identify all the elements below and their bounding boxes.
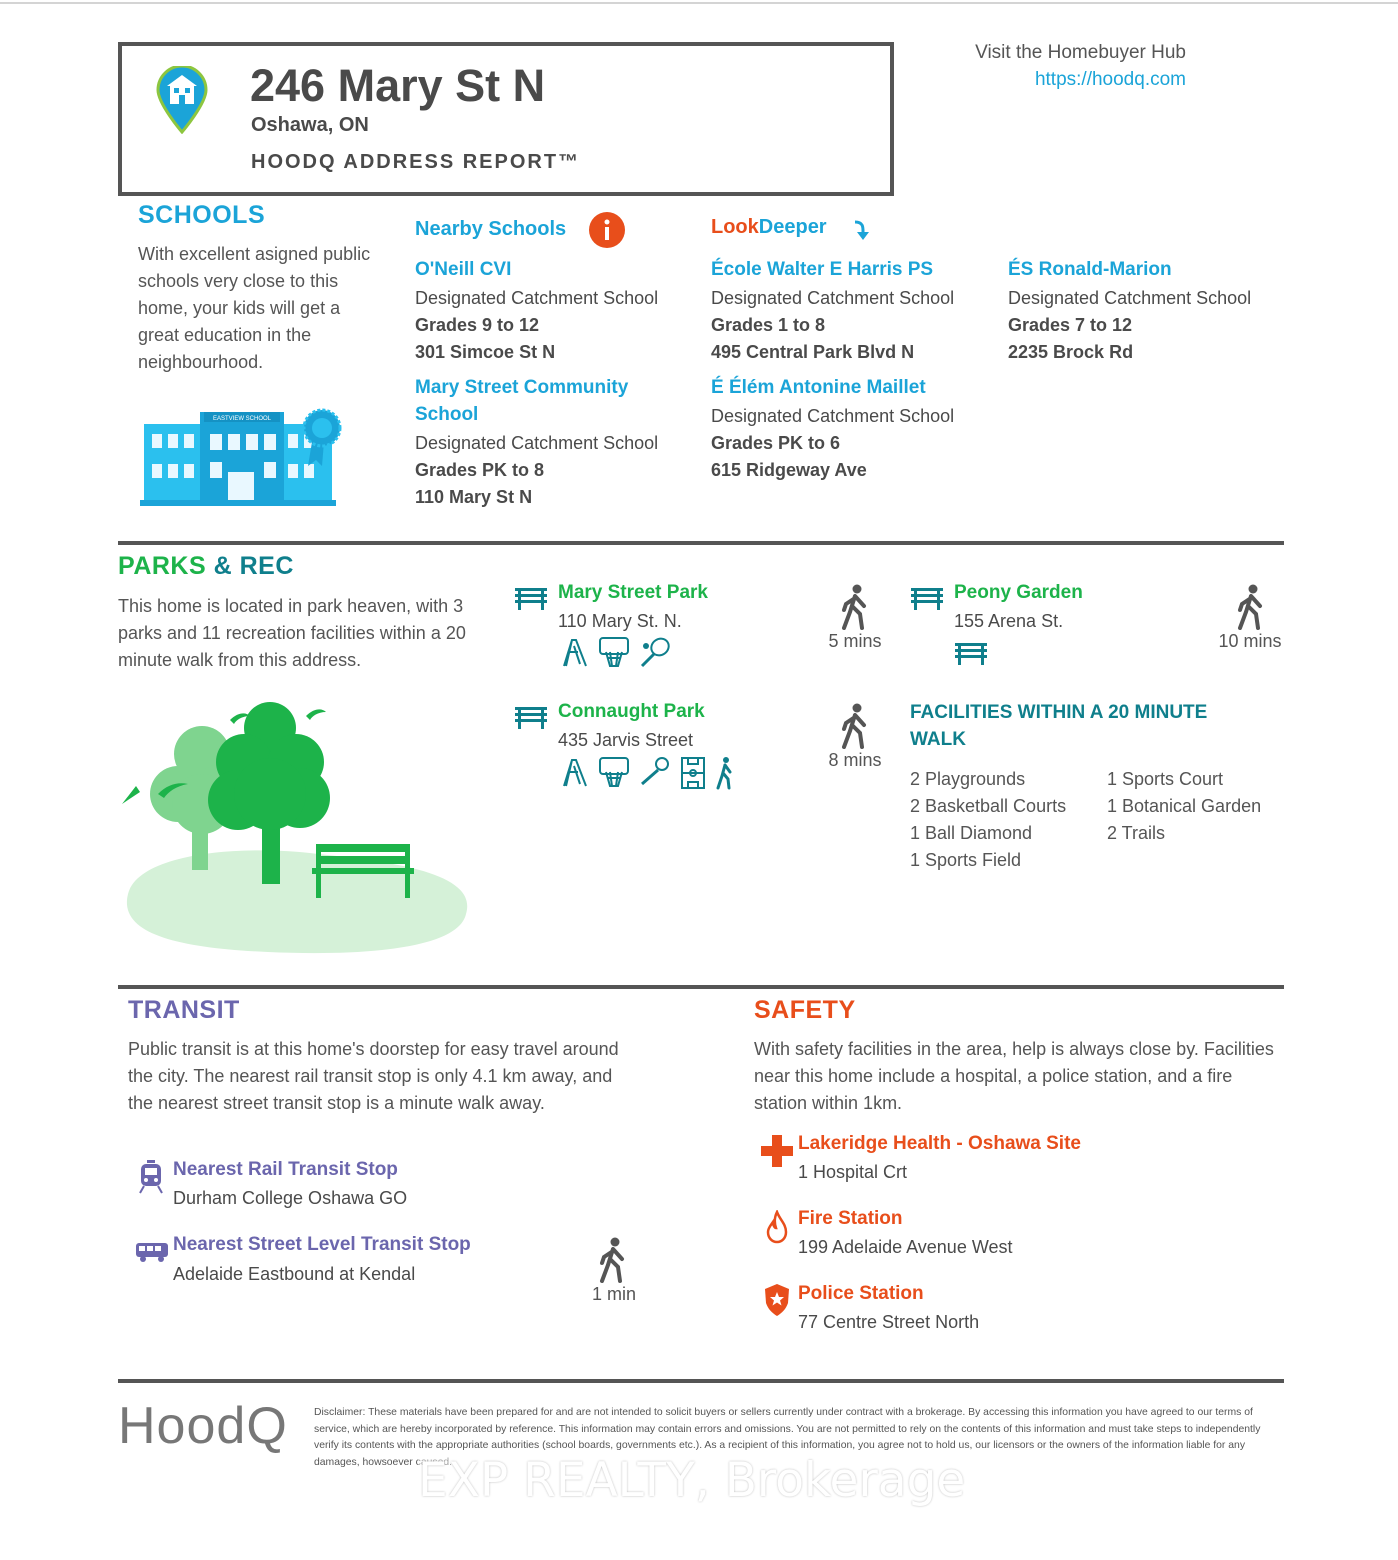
facility-item: 1 Sports Field bbox=[910, 850, 1022, 870]
sports-field-icon bbox=[680, 756, 706, 790]
school-grades: Grades 1 to 8 bbox=[711, 315, 826, 335]
safety-name[interactable]: Fire Station bbox=[798, 1208, 903, 1229]
school-card bbox=[711, 374, 991, 484]
arrow-down-icon bbox=[852, 220, 870, 242]
school-name[interactable]: École Walter E Harris PS bbox=[711, 259, 934, 280]
section-divider bbox=[118, 541, 1284, 545]
school-name[interactable]: É Élém Antonine Maillet bbox=[711, 377, 926, 398]
park-facility-icons bbox=[560, 636, 672, 668]
info-icon[interactable] bbox=[588, 211, 626, 249]
walk-time: 1 min bbox=[591, 1284, 636, 1304]
transit-title: TRANSIT bbox=[128, 996, 240, 1024]
school-name[interactable]: O'Neill CVI bbox=[415, 259, 512, 280]
school-grades: Grades 7 to 12 bbox=[1008, 315, 1133, 335]
nearby-schools-label: Nearby Schools bbox=[415, 218, 567, 240]
safety-name[interactable]: Police Station bbox=[798, 1283, 924, 1304]
facilities-right-list bbox=[1107, 766, 1261, 847]
school-card bbox=[1008, 256, 1288, 366]
safety-address: 77 Centre Street North bbox=[798, 1312, 980, 1332]
school-name[interactable]: ÉS Ronald-Marion bbox=[1008, 259, 1172, 280]
facility-item: 2 Playgrounds bbox=[910, 769, 1026, 789]
safety-address: 1 Hospital Crt bbox=[798, 1162, 908, 1182]
fire-flame-icon bbox=[766, 1210, 788, 1244]
walking-person-icon bbox=[840, 584, 870, 630]
school-sign-text: EASTVIEW SCHOOL bbox=[212, 416, 272, 422]
school-address: 615 Ridgeway Ave bbox=[711, 460, 867, 480]
facility-item: 1 Ball Diamond bbox=[910, 823, 1033, 843]
walk-time: 10 mins bbox=[1218, 631, 1282, 651]
school-card bbox=[711, 256, 991, 366]
school-address: 301 Simcoe St N bbox=[415, 342, 556, 362]
school-name[interactable]: Mary Street Community School bbox=[415, 377, 629, 425]
park-facility-icons bbox=[560, 756, 734, 790]
transit-blurb: Public transit is at this home's doorstep for easy travel around the city. The nearest rail transit stop is only 4.1 km away, and the nearest street transit stop is a minute walk away. bbox=[128, 1039, 619, 1113]
school-card bbox=[415, 374, 685, 511]
facilities-left-list bbox=[910, 766, 1066, 874]
top-rule bbox=[0, 2, 1398, 4]
park-bench-icon bbox=[955, 641, 987, 665]
look-deeper-a: Look bbox=[711, 216, 759, 238]
park-bench-icon bbox=[515, 586, 547, 610]
parks-title-a: PARKS bbox=[118, 552, 207, 580]
school-grades: Grades PK to 6 bbox=[711, 433, 841, 453]
school-card bbox=[415, 256, 695, 366]
park-address: 110 Mary St. N. bbox=[558, 611, 682, 631]
schools-title: SCHOOLS bbox=[138, 201, 266, 229]
facility-item: 1 Sports Court bbox=[1107, 769, 1224, 789]
look-deeper-link[interactable] bbox=[711, 216, 827, 239]
street-transit-stop[interactable]: Adelaide Eastbound at Kendal bbox=[173, 1264, 416, 1284]
school-type: Designated Catchment School bbox=[711, 288, 955, 308]
house-pin-icon bbox=[156, 66, 208, 134]
school-address: 495 Central Park Blvd N bbox=[711, 342, 915, 362]
school-type: Designated Catchment School bbox=[415, 433, 659, 453]
tennis-racket-icon bbox=[638, 636, 672, 668]
facility-item: 2 Trails bbox=[1107, 823, 1166, 843]
rail-transit-stop[interactable]: Durham College Oshawa GO bbox=[173, 1188, 408, 1208]
walk-time: 5 mins bbox=[828, 631, 882, 651]
disclaimer-text: Disclaimer: These materials have been prepared for and are not intended to solicit buyers or sellers currently under contract with a brokerage. By accessing this information you have agreed to our terms of service, which are hereby incorporated by reference. This information may contain errors and omissions. You are not permitted to rely on the contents of this information and must take steps to independently verify its contents with the appropriate authorities (school boards, governments etc.). As a recipient of this information, you agree not to hold us, our licensors or the owners of the information liable for any damages, howsoever caused. bbox=[314, 1407, 1261, 1468]
hub-label: Visit the Homebuyer Hub bbox=[975, 42, 1186, 63]
brokerage-watermark: EXP REALTY, Brokerage bbox=[418, 1455, 980, 1507]
school-building-icon bbox=[140, 402, 350, 508]
hub-link[interactable]: https://hoodq.com bbox=[1034, 69, 1186, 90]
parks-title-b: & REC bbox=[213, 552, 294, 580]
street-transit-label: Nearest Street Level Transit Stop bbox=[173, 1234, 471, 1255]
parks-blurb: This home is located in park heaven, with 3 parks and 11 recreation facilities within a 20 minute walk from this address. bbox=[118, 596, 466, 670]
hoodq-logo: HoodQ bbox=[118, 1397, 288, 1455]
basketball-hoop-icon bbox=[598, 636, 630, 668]
address-title: 246 Mary St N bbox=[250, 60, 546, 111]
walk-time: 8 mins bbox=[828, 750, 882, 770]
parks-title bbox=[118, 552, 294, 581]
schools-blurb: With excellent asigned public schools very close to this home, your kids will get a great education in the neighbourhood. bbox=[138, 244, 371, 372]
school-grades: Grades PK to 8 bbox=[415, 460, 545, 480]
facilities-title: FACILITIES WITHIN A 20 MINUTE WALK bbox=[910, 702, 1208, 750]
park-address: 155 Arena St. bbox=[954, 611, 1064, 631]
park-bench-icon bbox=[911, 586, 943, 610]
safety-name[interactable]: Lakeridge Health - Oshawa Site bbox=[798, 1133, 1081, 1154]
park-address: 435 Jarvis Street bbox=[558, 730, 694, 750]
address-city: Oshawa, ON bbox=[251, 114, 369, 136]
safety-blurb: With safety facilities in the area, help is always close by. Facilities near this home include a hospital, a police station, and a fire station within 1km. bbox=[754, 1039, 1274, 1113]
park-name[interactable]: Peony Garden bbox=[954, 582, 1083, 603]
safety-address: 199 Adelaide Avenue West bbox=[798, 1237, 1013, 1257]
bus-icon bbox=[135, 1241, 169, 1263]
facility-item: 1 Botanical Garden bbox=[1107, 796, 1262, 816]
park-bench-icon bbox=[515, 705, 547, 729]
school-address: 2235 Brock Rd bbox=[1008, 342, 1134, 362]
footer-divider bbox=[118, 1379, 1284, 1383]
school-type: Designated Catchment School bbox=[415, 288, 659, 308]
playground-slide-icon bbox=[560, 636, 590, 668]
school-address: 110 Mary St N bbox=[415, 487, 533, 507]
school-type: Designated Catchment School bbox=[711, 406, 955, 426]
basketball-hoop-icon bbox=[598, 756, 630, 788]
safety-title: SAFETY bbox=[754, 996, 856, 1024]
police-badge-icon bbox=[764, 1283, 790, 1317]
section-divider bbox=[118, 985, 1284, 989]
rail-transit-label: Nearest Rail Transit Stop bbox=[173, 1159, 398, 1180]
report-label: HOODQ ADDRESS REPORT™ bbox=[251, 151, 581, 173]
school-grades: Grades 9 to 12 bbox=[415, 315, 540, 335]
park-name[interactable]: Connaught Park bbox=[558, 701, 705, 722]
walking-person-icon bbox=[598, 1237, 628, 1283]
facility-item: 2 Basketball Courts bbox=[910, 796, 1067, 816]
park-name[interactable]: Mary Street Park bbox=[558, 582, 708, 603]
baseball-bat-icon bbox=[638, 756, 672, 788]
park-illustration-icon bbox=[118, 694, 473, 959]
walking-person-icon bbox=[840, 703, 870, 749]
look-deeper-b: Deeper bbox=[758, 216, 827, 238]
trail-hiker-icon bbox=[714, 756, 734, 790]
train-icon bbox=[139, 1160, 163, 1194]
school-type: Designated Catchment School bbox=[1008, 288, 1252, 308]
playground-slide-icon bbox=[560, 756, 590, 788]
hospital-cross-icon bbox=[760, 1134, 794, 1168]
walking-person-icon bbox=[1236, 584, 1266, 630]
